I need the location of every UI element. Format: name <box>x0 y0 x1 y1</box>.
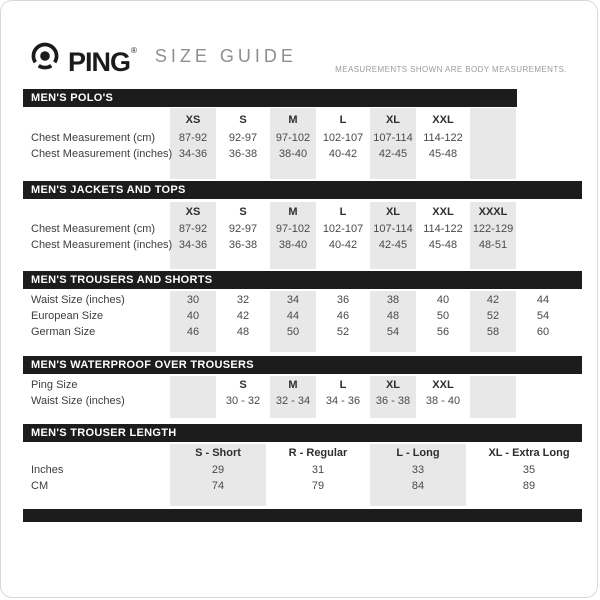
value-cell: 107-114 <box>373 223 413 235</box>
value-cell: 36 <box>336 294 350 306</box>
column-header-cell: XL <box>385 206 401 218</box>
column-header-cell: XXL <box>432 114 454 126</box>
row-label: Chest Measurement (inches) <box>31 148 173 160</box>
column-header-cell: L <box>339 379 347 391</box>
value-cell: 42-45 <box>378 239 408 251</box>
value-cell: 54 <box>536 310 550 322</box>
column-header-cell: XS <box>185 114 201 126</box>
value-cell: 30 <box>186 294 200 306</box>
row-label: Chest Measurement (inches) <box>31 239 173 251</box>
column-header-cell: S <box>239 114 247 126</box>
column-header-cell: XXXL <box>478 206 508 218</box>
row-label: Waist Size (inches) <box>31 395 125 407</box>
value-cell: 48 <box>236 326 250 338</box>
value-cell: 89 <box>522 480 536 492</box>
column-header-cell: S - Short <box>195 447 241 459</box>
value-cell: 45-48 <box>428 239 458 251</box>
registered-mark: ® <box>131 45 137 55</box>
brand-header <box>29 39 297 77</box>
section-header-trousers: MEN'S TROUSERS AND SHORTS <box>23 271 582 289</box>
value-cell: 34 - 36 <box>325 395 361 407</box>
value-cell: 35 <box>522 464 536 476</box>
column-header-cell: XL <box>385 379 401 391</box>
value-cell: 40 <box>436 294 450 306</box>
value-cell: 92-97 <box>228 132 258 144</box>
value-cell: 114-122 <box>423 223 463 235</box>
row-label: Ping Size <box>31 379 78 391</box>
column-header-cell: L <box>339 114 347 126</box>
value-cell: 52 <box>336 326 350 338</box>
value-cell: 97-102 <box>275 132 311 144</box>
value-cell: 38 <box>386 294 400 306</box>
value-cell: 102-107 <box>322 223 364 235</box>
column-header-cell: S <box>239 379 247 391</box>
value-cell: 36 - 38 <box>375 395 411 407</box>
value-cell: 48 <box>386 310 400 322</box>
column-header-cell: R - Regular <box>288 447 348 459</box>
column-header-cell: S <box>239 206 247 218</box>
value-cell: 29 <box>211 464 225 476</box>
value-cell: 36-38 <box>228 148 258 160</box>
column-header-cell: XL <box>385 114 401 126</box>
value-cell: 33 <box>411 464 425 476</box>
value-cell: 122-129 <box>472 223 514 235</box>
value-cell: 40 <box>186 310 200 322</box>
value-cell: 42 <box>486 294 500 306</box>
section-header-waterproof: MEN'S WATERPROOF OVER TROUSERS <box>23 356 582 374</box>
value-cell: 34-36 <box>178 239 208 251</box>
value-cell: 32 <box>236 294 250 306</box>
value-cell: 30 - 32 <box>225 395 261 407</box>
value-cell: 54 <box>386 326 400 338</box>
value-cell: 58 <box>486 326 500 338</box>
value-cell: 34 <box>286 294 300 306</box>
column-header-cell: L <box>339 206 347 218</box>
value-cell: 114-122 <box>423 132 463 144</box>
value-cell: 42-45 <box>378 148 408 160</box>
value-cell: 87-92 <box>178 132 208 144</box>
measurements-note: MEASUREMENTS SHOWN ARE BODY MEASUREMENTS. <box>335 65 567 74</box>
value-cell: 44 <box>536 294 550 306</box>
value-cell: 42 <box>236 310 250 322</box>
column-band <box>470 108 516 179</box>
value-cell: 97-102 <box>275 223 311 235</box>
value-cell: 79 <box>311 480 325 492</box>
value-cell: 50 <box>436 310 450 322</box>
column-band <box>170 376 216 418</box>
column-header-cell: XL - Extra Long <box>488 447 570 459</box>
column-header-cell: L - Long <box>396 447 440 459</box>
value-cell: 44 <box>286 310 300 322</box>
value-cell: 34-36 <box>178 148 208 160</box>
row-label: Waist Size (inches) <box>31 294 125 306</box>
value-cell: 48-51 <box>478 239 508 251</box>
section-header-jackets: MEN'S JACKETS AND TOPS <box>23 181 582 199</box>
column-header-cell: XS <box>185 206 201 218</box>
value-cell: 38-40 <box>278 239 308 251</box>
column-header-cell: M <box>288 114 298 126</box>
row-label: Inches <box>31 464 64 476</box>
section-header-length: MEN'S TROUSER LENGTH <box>23 424 582 442</box>
value-cell: 50 <box>286 326 300 338</box>
ping-logo-icon <box>29 40 61 72</box>
value-cell: 102-107 <box>322 132 364 144</box>
section-header-polos: MEN'S POLO'S <box>23 89 517 107</box>
row-label: German Size <box>31 326 96 338</box>
value-cell: 38 - 40 <box>425 395 461 407</box>
brand-name <box>68 35 137 78</box>
column-header-cell: M <box>288 206 298 218</box>
column-header-cell: XXL <box>432 379 454 391</box>
value-cell: 87-92 <box>178 223 208 235</box>
column-header-cell: XXL <box>432 206 454 218</box>
value-cell: 60 <box>536 326 550 338</box>
column-header-cell: M <box>288 379 298 391</box>
value-cell: 46 <box>336 310 350 322</box>
value-cell: 107-114 <box>373 132 413 144</box>
value-cell: 92-97 <box>228 223 258 235</box>
row-label: European Size <box>31 310 104 322</box>
row-label: Chest Measurement (cm) <box>31 132 156 144</box>
value-cell: 52 <box>486 310 500 322</box>
value-cell: 74 <box>211 480 225 492</box>
value-cell: 40-42 <box>328 239 358 251</box>
value-cell: 32 - 34 <box>275 395 311 407</box>
value-cell: 56 <box>436 326 450 338</box>
cropped-bottom-section-bar <box>23 509 582 522</box>
row-label: Chest Measurement (cm) <box>31 223 156 235</box>
value-cell: 84 <box>411 480 425 492</box>
value-cell: 36-38 <box>228 239 258 251</box>
brand-wordmark: PING <box>68 46 131 77</box>
value-cell: 38-40 <box>278 148 308 160</box>
value-cell: 46 <box>186 326 200 338</box>
value-cell: 40-42 <box>328 148 358 160</box>
value-cell: 31 <box>311 464 325 476</box>
value-cell: 45-48 <box>428 148 458 160</box>
page-title: SIZE GUIDE <box>154 46 297 66</box>
row-label: CM <box>31 480 49 492</box>
column-band <box>470 376 516 418</box>
